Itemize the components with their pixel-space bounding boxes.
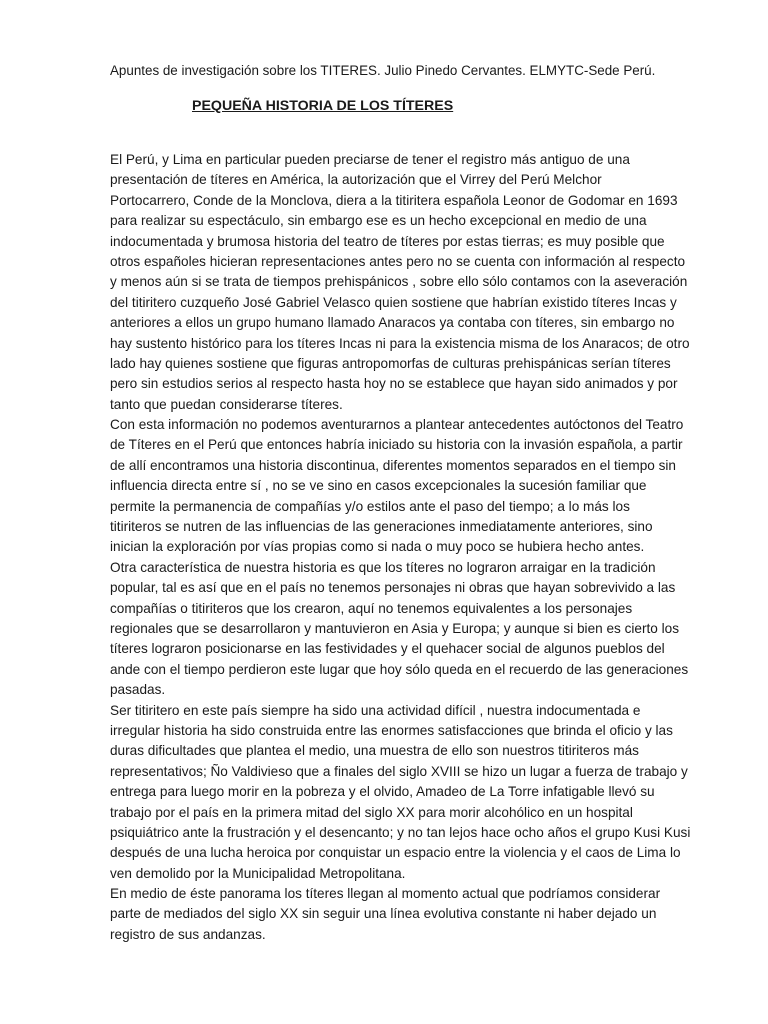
body-text-line: después de una lucha heroica por conquistar un espacio entre la violencia y el caos de Lima lo bbox=[110, 845, 681, 861]
body-text-line: presentación de títeres en América, la autorización que el Virrey del Perú Melchor bbox=[110, 172, 602, 188]
body-text-line: permite la permanencia de compañías y/o estilos ante el paso del tiempo; a lo más los bbox=[110, 498, 630, 514]
body-text-line: representativos; Ño Valdivieso que a finales del siglo XVIII se hizo un lugar a fuerza de trabajo y bbox=[110, 763, 688, 779]
body-text-line: y menos aún si se trata de tiempos prehispánicos , sobre ello sólo contamos con la aseveración bbox=[110, 274, 688, 290]
body-text-line: trabajo por el país en la primera mitad del siglo XX para morir alcohólico en un hospital bbox=[110, 804, 633, 820]
body-text-line: titiriteros se nutren de las influencias de las generaciones inmediatamente anteriores, sino bbox=[110, 519, 653, 535]
body-text-line: Portocarrero, Conde de la Monclova, diera a la titiritera española Leonor de Godomar en 1693 bbox=[110, 192, 678, 208]
body-text-line: inician la exploración por vías propias como si nada o muy poco se hubiera hecho antes. bbox=[110, 539, 645, 555]
body-text-line: regionales que se desarrollaron y mantuvieron en Asia y Europa; y aunque si bien es cierto los bbox=[110, 620, 680, 636]
body-text-line: popular, tal es así que en el país no tenemos personajes ni obras que hayan sobrevivido a las bbox=[110, 580, 676, 596]
body-text-line: Ser titiritero en este país siempre ha sido una actividad difícil , nuestra indocumentada e bbox=[110, 702, 641, 718]
body-text-line: hay sustento histórico para los títeres Incas ni para la existencia misma de los Anaracos; de otro bbox=[110, 335, 690, 351]
body-text-line: títeres lograron posicionarse en las festividades y el quehacer social de algunos pueblos del bbox=[110, 641, 665, 657]
body-text-line: El Perú, y Lima en particular pueden preciarse de tener el registro más antiguo de una bbox=[110, 152, 630, 167]
body-text-line: compañías o titiriteros que los crearon, aquí no tenemos equivalentes a los personajes bbox=[110, 600, 633, 616]
body-text-line: irregular historia ha sido construida entre las enormes satisfacciones que brinda el oficio y las bbox=[110, 722, 673, 738]
body-text-line: Otra característica de nuestra historia es que los títeres no lograron arraigar en la tradición bbox=[110, 559, 656, 575]
body-text-line: otros españoles hicieran representaciones antes pero no se cuenta con información al respecto bbox=[110, 253, 686, 269]
body-text-line: ande con el tiempo perdieron este lugar que hoy sólo queda en el recuerdo de las generaciones bbox=[110, 661, 689, 677]
body-text-line: pero sin estudios serios al respecto hasta hoy no se establece que hayan sido animados y por bbox=[110, 376, 678, 392]
body-text-line: En medio de éste panorama los títeres llegan al momento actual que podríamos considerar bbox=[110, 886, 661, 902]
body-text-line: para realizar su espectáculo, sin embargo ese es un hecho excepcional en medio de una bbox=[110, 213, 647, 229]
body-text-line: psiquiátrico ante la frustración y el desencanto; y no tan lejos hace ocho años el grupo Kusi Kusi bbox=[110, 824, 691, 840]
document-body bbox=[110, 150, 710, 945]
body-text-line: pasadas. bbox=[110, 682, 166, 698]
body-text-line: lado hay quienes sostiene que figuras antropomorfas de culturas prehispánicas serían títeres bbox=[110, 355, 671, 371]
body-text-line: tanto que puedan considerarse títeres. bbox=[110, 396, 343, 412]
body-text-line: parte de mediados del siglo XX sin seguir una línea evolutiva constante ni haber dejado un bbox=[110, 906, 657, 922]
body-text-line: duras dificultades que plantea el medio, una muestra de ello son nuestros titiriteros más bbox=[110, 743, 639, 759]
body-text-line: influencia directa entre sí , no se ve sino en casos excepcionales la sucesión familiar que bbox=[110, 478, 647, 494]
body-text-line: entrega para luego morir en la pobreza y el olvido, Amadeo de La Torre infatigable llevó su bbox=[110, 784, 655, 800]
document-header: Apuntes de investigación sobre los TITERES. Julio Pinedo Cervantes. ELMYTC-Sede Perú. bbox=[110, 63, 656, 78]
body-text-line: registro de sus andanzas. bbox=[110, 926, 266, 942]
body-text-line: ven demolido por la Municipalidad Metropolitana. bbox=[110, 865, 406, 881]
body-text-line: del titiritero cuzqueño José Gabriel Velasco quien sostiene que habrían existido títeres Incas y bbox=[110, 294, 677, 310]
body-text-line: Con esta información no podemos aventurarnos a plantear antecedentes autóctonos del Teatro bbox=[110, 417, 684, 433]
body-text-line: anteriores a ellos un grupo humano llamado Anaracos ya contaba con títeres, sin embargo no bbox=[110, 315, 675, 331]
body-text-line: de allí encontramos una historia discontinua, diferentes momentos separados en el tiempo sin bbox=[110, 457, 676, 473]
body-text-line: de Títeres en el Perú que entonces habría iniciado su historia con la invasión española, a partir bbox=[110, 437, 683, 453]
document-title: PEQUEÑA HISTORIA DE LOS TÍTERES bbox=[192, 98, 454, 114]
body-text-line: indocumentada y brumosa historia del teatro de títeres por estas tierras; es muy posible que bbox=[110, 233, 665, 249]
